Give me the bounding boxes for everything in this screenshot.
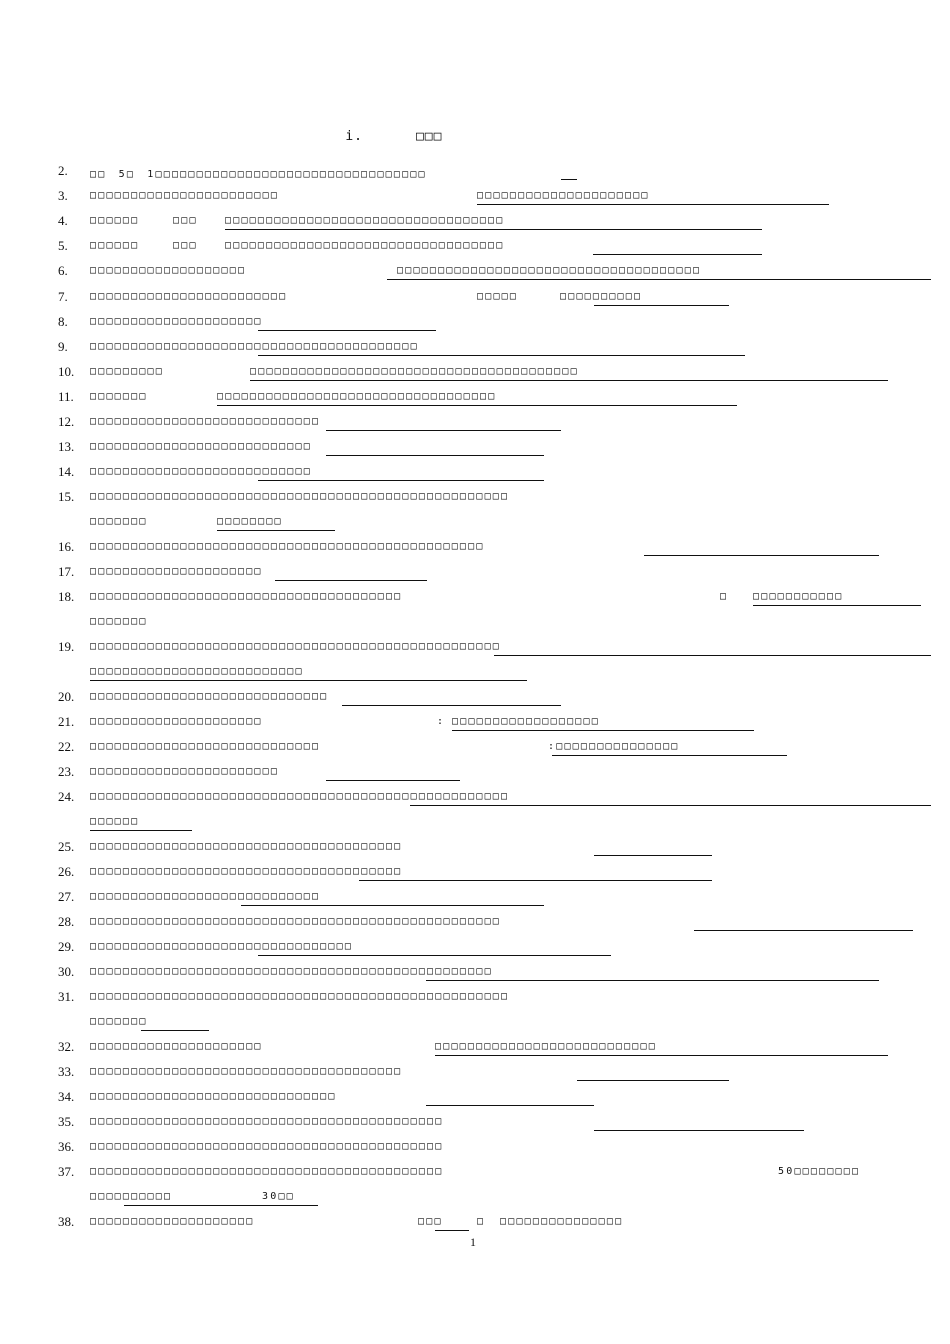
question-text: :□□□□□□□□□□□□□□□ xyxy=(548,741,680,752)
section-title: □□□ xyxy=(415,129,443,144)
question-text: □□□□□□□□□□ xyxy=(90,1191,173,1202)
answer-blank-line xyxy=(217,405,737,406)
question-text: □□□□□□□□□□□ xyxy=(753,591,844,602)
question-number: 19. xyxy=(58,639,75,654)
question-number: 11. xyxy=(58,389,74,404)
question-number: 15. xyxy=(58,489,75,504)
answer-blank-line xyxy=(426,980,879,981)
question-text: □□□□□ xyxy=(477,291,519,302)
question-row xyxy=(0,213,950,237)
question-text: □□□ xyxy=(173,215,198,226)
answer-blank-line xyxy=(90,680,527,681)
question-row xyxy=(0,889,950,913)
answer-blank-line xyxy=(644,555,879,556)
answer-blank-line xyxy=(275,580,427,581)
question-text: □□□□□□□□□□□□□□□□□□□□□□□ xyxy=(90,190,280,201)
question-number: 37. xyxy=(58,1164,75,1179)
answer-blank-line xyxy=(426,1105,594,1106)
question-text: □□□□□□□ xyxy=(90,516,148,527)
question-row xyxy=(0,489,950,513)
question-row xyxy=(0,514,950,538)
question-row xyxy=(0,964,950,988)
question-text: □□□□□□□□□□□□□□□ xyxy=(500,1216,624,1227)
question-text: □□□□□□□□□□□□□□□□□□□□□□□□□□□□□□□□□□□□□□□□□□□□□□□□□ xyxy=(90,966,493,977)
question-text: □□□□□□□□□□□□□□□□□□□□□□□□□□□□□□□□□□□□□□ xyxy=(90,591,403,602)
question-row xyxy=(0,939,950,963)
answer-blank-line xyxy=(435,1055,888,1056)
question-row xyxy=(0,1064,950,1088)
question-row xyxy=(0,989,950,1013)
answer-blank-line xyxy=(241,905,544,906)
answer-blank-line xyxy=(342,705,561,706)
answer-blank-line xyxy=(494,655,931,656)
answer-blank-line xyxy=(258,355,745,356)
question-number: 30. xyxy=(58,964,75,979)
answer-blank-line xyxy=(258,330,436,331)
question-text: □□□□□□□□□□□□□□□□□□□□□□□□□□□□□□□□□□□□□□□□□□□□□□□□□□□ xyxy=(90,491,510,502)
question-row xyxy=(0,1139,950,1163)
question-text: □□□□□□□□□□□□□□□□□□□□□□□ xyxy=(90,766,280,777)
question-number: 14. xyxy=(58,464,75,479)
answer-blank-line xyxy=(250,380,888,381)
question-text: □□□□□□□□□□□□□□□□□□□□□□□□□□□□□□□□□□ xyxy=(225,215,505,226)
question-number: 25. xyxy=(58,839,75,854)
question-number: 29. xyxy=(58,939,75,954)
question-text: □□□□□□□□□□□□□□□□□□□□□□□□□□□□ xyxy=(90,741,321,752)
question-text: □□□□□□ xyxy=(90,215,140,226)
question-text: □□□□□□□□□□□□□□□□□□□□□□□□□□□□□□□□□□□□□□□□ xyxy=(90,341,419,352)
question-text: □□□□□□□□□□□□□□□□□□□□□□□□□□□□□□□□□□□□□□□□□□□□□□□□□□ xyxy=(90,641,502,652)
question-row xyxy=(0,1189,950,1213)
question-text: □□□□□□□□□ xyxy=(90,366,164,377)
question-row xyxy=(0,1039,950,1063)
question-text: □□□□□□□□□□□□□□□□□□ xyxy=(452,716,600,727)
question-text: □□□□□□□□□□□□□□□□□□□□□□□□□□□ xyxy=(90,441,312,452)
answer-blank-line xyxy=(410,805,931,806)
question-number: 27. xyxy=(58,889,75,904)
question-text: □□□□□□□□□□□□□□□□□□□□□□□□□□□□ xyxy=(90,416,321,427)
question-text: 50□□□□□□□□ xyxy=(778,1166,861,1177)
question-text: □□□ xyxy=(418,1216,443,1227)
question-text: □□□□□□ xyxy=(90,240,140,251)
section-header xyxy=(310,114,442,159)
question-number: 31. xyxy=(58,989,75,1004)
question-text: □□□□□□□ xyxy=(90,1016,148,1027)
question-text: □□□□□□□□□□□□□□□□□□□□□ xyxy=(90,716,263,727)
question-number: 24. xyxy=(58,789,75,804)
answer-blank-line xyxy=(477,204,829,205)
question-text: 30□□ xyxy=(262,1191,295,1202)
question-number: 17. xyxy=(58,564,75,579)
question-row xyxy=(0,614,950,638)
answer-blank-line xyxy=(217,530,335,531)
question-text: □□□□□□□□□□□□□□□□□□□□□□□□□□□□□□□□□□□□□□□□□□□ xyxy=(90,1166,444,1177)
answer-blank-line xyxy=(594,855,712,856)
question-row xyxy=(0,564,950,588)
question-text: □ xyxy=(477,1216,486,1227)
question-text: □□□□□□□□□□□□□□□□□□□□□□□□□□□□□□□□□□□□□□□□ xyxy=(250,366,579,377)
question-row xyxy=(0,914,950,938)
answer-blank-line xyxy=(435,1230,469,1231)
question-text: □□□□□□□ xyxy=(90,391,148,402)
question-row xyxy=(0,238,950,262)
question-row xyxy=(0,789,950,813)
question-text: □□□□□□□□□□□□□□□□□□□□ xyxy=(90,1216,255,1227)
question-number: 16. xyxy=(58,539,75,554)
answer-blank-line xyxy=(753,605,921,606)
question-number: 9. xyxy=(58,339,68,354)
question-number: 2. xyxy=(58,163,68,178)
question-row xyxy=(0,439,950,463)
question-text: □□□□□□ xyxy=(90,816,140,827)
answer-blank-line xyxy=(124,1205,318,1206)
question-row xyxy=(0,814,950,838)
question-text: □□□□□□□□□□□□□□□□□□□□□□□□□□□□□□□□□□□□□□□□□□□ xyxy=(90,1116,444,1127)
question-row xyxy=(0,764,950,788)
answer-blank-line xyxy=(387,279,931,280)
answer-blank-line xyxy=(326,430,561,431)
page-number: 1 xyxy=(470,1235,476,1249)
question-text: □□□□□□□□□□□□□□□□□□□□□□□□□□□□□□□□□□□□□□□□□□□□□□□□□□□ xyxy=(90,991,510,1002)
question-row xyxy=(0,364,950,388)
question-text: □□□□□□□□□□□□□□□□□□□□□□□□□□□□□□□□□□ xyxy=(225,240,505,251)
answer-blank-line xyxy=(577,1080,729,1081)
question-number: 28. xyxy=(58,914,75,929)
question-text: □□□□□□□□□□□□□□□□□□□□□□□□□□□□□□□□□□□□□□ xyxy=(90,866,403,877)
question-number: 36. xyxy=(58,1139,75,1154)
question-text: □□ 5□ 1□□□□□□□□□□□□□□□□□□□□□□□□□□□□□□□□□ xyxy=(90,169,427,180)
question-row xyxy=(0,1014,950,1038)
question-text: □□□□□□□□□□□□□□□□□□□ xyxy=(90,265,247,276)
question-number: 34. xyxy=(58,1089,75,1104)
question-row xyxy=(0,263,950,287)
question-text: □□□□□□□□□□□□□□□□□□□□□□□□□□□□□□□□□□□□□□□□□□□□□□□□□□□ xyxy=(90,791,510,802)
answer-blank-line xyxy=(594,1130,804,1131)
question-number: 6. xyxy=(58,263,68,278)
question-row xyxy=(0,163,950,187)
question-row xyxy=(0,689,950,713)
question-number: 18. xyxy=(58,589,75,604)
question-text: □□□□□□□□□□□□□□□□□□□□□□□□□□□□□□□□□□□□□ xyxy=(397,265,702,276)
question-text: □□□□□□□□□□□□□□□□□□□□□□□□□□□□□□□□□□□□□□□□□□□□□□□□□□ xyxy=(90,916,502,927)
question-text: □□□□□□□□□□□□□□□□□□□□□ xyxy=(90,1041,263,1052)
question-row xyxy=(0,188,950,212)
question-text: □□□□□□□□□□□□□□□□□□□□□ xyxy=(477,190,650,201)
question-number: 12. xyxy=(58,414,75,429)
question-row xyxy=(0,539,950,563)
question-row xyxy=(0,714,950,738)
question-number: 38. xyxy=(58,1214,75,1229)
question-row xyxy=(0,864,950,888)
question-text: □□□□□□□□□□□□□□□□□□□□□□□□□□□□□□□□□□□□□□□□□□□□□□□□ xyxy=(90,541,485,552)
question-row xyxy=(0,839,950,863)
question-number: 7. xyxy=(58,289,68,304)
question-text: : xyxy=(437,716,446,727)
question-row xyxy=(0,664,950,688)
question-row xyxy=(0,389,950,413)
section-number: i. xyxy=(345,129,363,144)
question-text: □□□□□□□ xyxy=(90,616,148,627)
question-row xyxy=(0,1089,950,1113)
question-row xyxy=(0,414,950,438)
question-row xyxy=(0,639,950,663)
question-number: 21. xyxy=(58,714,75,729)
question-number: 10. xyxy=(58,364,75,379)
question-text: □□□□□□□□□□□□□□□□□□□□□□□□□□□□□□□□□□□□□□ xyxy=(90,841,403,852)
answer-blank-line xyxy=(552,755,787,756)
question-text: □□□□□□□□□□□□□□□□□□□□□□□□□□□□□□□□□□□□□□□□□□□ xyxy=(90,1141,444,1152)
question-number: 8. xyxy=(58,314,68,329)
answer-blank-line xyxy=(326,780,460,781)
question-text: □□□□□□□□□□□□□□□□□□□□□□□□□□□□□ xyxy=(90,691,329,702)
question-text: □□□□□□□□□□□□□□□□□□□□□□□□□□□ xyxy=(435,1041,657,1052)
question-text: □□□□□□□□□□□□□□□□□□□□□□□□ xyxy=(90,291,288,302)
answer-blank-line xyxy=(141,1030,209,1031)
question-text: □□□ xyxy=(173,240,198,251)
answer-blank-line xyxy=(561,179,577,180)
question-row xyxy=(0,1164,950,1188)
answer-blank-line xyxy=(359,880,712,881)
question-text: □□□□□□□□□□□□□□□□□□□□□□□□□□□ xyxy=(90,466,312,477)
question-row xyxy=(0,739,950,763)
answer-blank-line xyxy=(90,830,192,831)
answer-blank-line xyxy=(258,480,544,481)
question-row xyxy=(0,289,950,313)
question-row xyxy=(0,1114,950,1138)
question-number: 33. xyxy=(58,1064,75,1079)
answer-blank-line xyxy=(225,229,762,230)
question-row xyxy=(0,314,950,338)
question-number: 23. xyxy=(58,764,75,779)
answer-blank-line xyxy=(258,955,611,956)
question-number: 32. xyxy=(58,1039,75,1054)
answer-blank-line xyxy=(326,455,544,456)
question-number: 26. xyxy=(58,864,75,879)
question-row xyxy=(0,339,950,363)
question-text: □□□□□□□□ xyxy=(217,516,283,527)
question-number: 35. xyxy=(58,1114,75,1129)
question-text: □□□□□□□□□□□□□□□□□□□□□□□□□□ xyxy=(90,666,304,677)
question-text: □□□□□□□□□□□□□□□□□□□□□□□□□□□□ xyxy=(90,891,321,902)
question-row xyxy=(0,464,950,488)
question-text: □□□□□□□□□□□□□□□□□□□□□□□□□□□□□□□□ xyxy=(90,941,354,952)
question-number: 13. xyxy=(58,439,75,454)
question-number: 4. xyxy=(58,213,68,228)
answer-blank-line xyxy=(593,254,762,255)
question-text: □□□□□□□□□□□□□□□□□□□□□□□□□□□□□□ xyxy=(90,1091,337,1102)
answer-blank-line xyxy=(594,305,729,306)
question-number: 22. xyxy=(58,739,75,754)
question-number: 20. xyxy=(58,689,75,704)
question-text: □□□□□□□□□□□□□□□□□□□□□ xyxy=(90,316,263,327)
question-text: □□□□□□□□□□ xyxy=(560,291,643,302)
question-text: □□□□□□□□□□□□□□□□□□□□□□□□□□□□□□□□□□ xyxy=(217,391,497,402)
answer-blank-line xyxy=(452,730,754,731)
question-number: 3. xyxy=(58,188,68,203)
question-text: □□□□□□□□□□□□□□□□□□□□□□□□□□□□□□□□□□□□□□ xyxy=(90,1066,403,1077)
question-text: □□□□□□□□□□□□□□□□□□□□□ xyxy=(90,566,263,577)
question-text: □ xyxy=(720,591,729,602)
answer-blank-line xyxy=(694,930,913,931)
question-number: 5. xyxy=(58,238,68,253)
question-row xyxy=(0,589,950,613)
